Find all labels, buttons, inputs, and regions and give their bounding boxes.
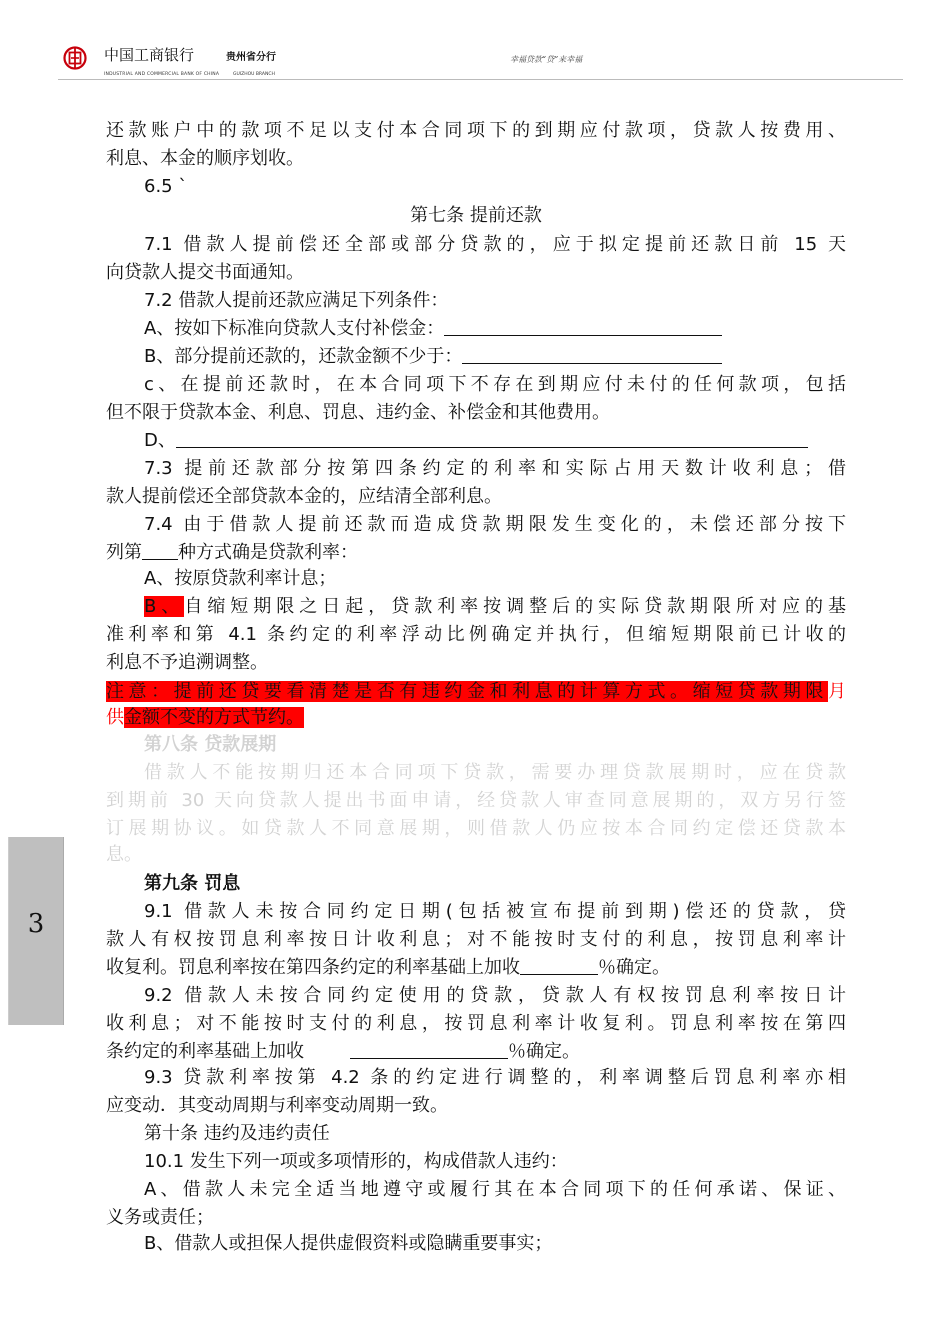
- text-segment: 种方式确是贷款利率：: [178, 542, 358, 563]
- clause-label: A、按如下标准向贷款人支付补偿金：: [144, 318, 445, 339]
- text-line: 收利息；对不能按时支付的利息，按罚息利率计收复利。罚息利率按在第四: [106, 1013, 846, 1034]
- blank-field: [142, 541, 178, 560]
- clause-9-2: 9.2 借款人未按合同约定使用的贷款，贷款人有权按罚息利率按日计: [144, 985, 846, 1006]
- clause-10-1-b: B、借款人或担保人提供虚假资料或隐瞒重要事实；: [144, 1233, 553, 1254]
- page-number-tab: [8, 837, 64, 1025]
- text-line: 利息、本金的顺序划收。: [106, 148, 304, 169]
- blank-field: [176, 429, 808, 448]
- clause-7-2-b: [144, 344, 722, 370]
- note-text: 注意：提前还贷要看清楚是否有违约金和利息的计算方式。缩短贷款期限: [106, 681, 828, 702]
- blank-field: [444, 317, 722, 336]
- text-line: 向贷款人提交书面通知。: [106, 262, 304, 283]
- clause-7-2-a: [144, 316, 722, 342]
- clause-7-2-c: c、在提前还款时，在本合同项下不存在到期应付未付的任何款项，包括: [144, 374, 846, 395]
- clause-7-4-b: [144, 594, 846, 620]
- text-line: 订展期协议。如贷款人不同意展期，则借款人仍应按本合同约定偿还贷款本: [106, 818, 846, 839]
- blank-field: [462, 345, 722, 364]
- clause-10-1: 10.1 发生下列一项或多项情形的，构成借款人违约：: [144, 1151, 568, 1172]
- text-line: 到期前 30 天向贷款人提出书面申请，经贷款人审查同意展期的，双方另行签: [106, 790, 846, 811]
- page-header: [58, 38, 903, 78]
- clause-10-1-a: A、借款人未完全适当地遵守或履行其在本合同项下的任何承诺、保证、: [144, 1179, 846, 1200]
- clause-label: B、部分提前还款的，还款金额不少于：: [144, 346, 463, 367]
- text-segment: ％确定。: [598, 957, 670, 978]
- blank-field: [350, 1040, 508, 1059]
- text-line: 但不限于贷款本金、利息、罚息、违约金、补偿金和其他费用。: [106, 402, 610, 423]
- clause-7-2: 7.2 借款人提前还款应满足下列条件：: [144, 290, 449, 311]
- text-segment: 自缩短期限之日起，贷款利率按调整后的实际贷款期限所对应的基: [184, 596, 846, 617]
- clause-7-3: 7.3 提前还款部分按第四条约定的利率和实际占用天数计收利息；借: [144, 458, 846, 479]
- clause-9-2-rate: [106, 1039, 580, 1065]
- note-text: 供: [106, 707, 124, 728]
- text-segment: 列第: [106, 542, 142, 563]
- text-line: 还款账户中的款项不足以支付本合同项下的到期应付款项，贷款人按费用、: [106, 120, 846, 141]
- header-divider: [58, 79, 903, 80]
- article-8-text: 借款人不能按期归还本合同项下贷款，需要办理贷款展期时，应在贷款: [144, 762, 846, 783]
- note-text: 月: [828, 681, 846, 702]
- text-line: 义务或责任；: [106, 1207, 214, 1228]
- text-line: 款人有权按罚息利率按日计收利息；对不能按时支付的利息，按罚息利率计: [106, 929, 846, 950]
- clause-9-3: 9.3 贷款利率按第 4.2 条的约定进行调整的，利率调整后罚息利率亦相: [144, 1067, 846, 1088]
- clause-7-4-a: A、按原贷款利率计息；: [144, 568, 337, 589]
- text-segment: 条约定的利率基础上加收: [106, 1041, 304, 1062]
- text-line: 利息不予追溯调整。: [106, 652, 268, 673]
- branch-name: 贵州省分行: [226, 52, 276, 63]
- bank-name-en: INDUSTRIAL AND COMMERCIAL BANK OF CHINA: [104, 72, 220, 77]
- note-text: 金额不变的方式节约。: [124, 707, 304, 728]
- article-10-title: 第十条 违约及违约责任: [144, 1123, 330, 1144]
- text-line: 息。: [106, 844, 142, 865]
- clause-7-4-choice: [106, 540, 358, 566]
- text-line: 应变动．其变动周期与利率变动周期一致。: [106, 1095, 448, 1116]
- clause-label: D、: [144, 430, 176, 451]
- clause-7-1: 7.1 借款人提前偿还全部或部分贷款的，应于拟定提前还款日前 15 天: [144, 234, 846, 255]
- text-segment: 收复利。罚息利率按在第四条约定的利率基础上加收: [106, 957, 520, 978]
- highlighted-note: [106, 679, 846, 705]
- text-line: 准利率和第 4.1 条约定的利率浮动比例确定并执行，但缩短期限前已计收的: [106, 624, 846, 645]
- clause-9-1: 9.1 借款人未按合同约定日期(包括被宣布提前到期)偿还的贷款，贷: [144, 901, 846, 922]
- text-segment: ％确定。: [508, 1041, 580, 1062]
- icbc-logo-icon: [63, 46, 87, 70]
- clause-7-2-d: [144, 428, 808, 454]
- bank-name: 中国工商银行: [104, 46, 195, 64]
- article-9-title: 第九条 罚息: [144, 873, 241, 894]
- header-slogan: 幸福贷款“贷”来幸福: [510, 55, 583, 64]
- blank-field: [520, 956, 598, 975]
- text-line: 款人提前偿还全部贷款本金的，应结清全部利息。: [106, 486, 502, 507]
- clause-9-1-rate: [106, 955, 670, 981]
- highlighted-note: [106, 705, 304, 731]
- page-number: 3: [27, 909, 45, 939]
- highlighted-label: B、: [144, 596, 185, 617]
- clause-6-5: 6.5 `: [144, 176, 188, 197]
- branch-name-en: GUIZHOU BRANCH: [233, 72, 275, 77]
- article-8-title: 第八条 贷款展期: [144, 734, 277, 755]
- clause-7-4: 7.4 由于借款人提前还款而造成贷款期限发生变化的，未偿还部分按下: [144, 514, 846, 535]
- article-7-title: 第七条 提前还款: [410, 205, 542, 226]
